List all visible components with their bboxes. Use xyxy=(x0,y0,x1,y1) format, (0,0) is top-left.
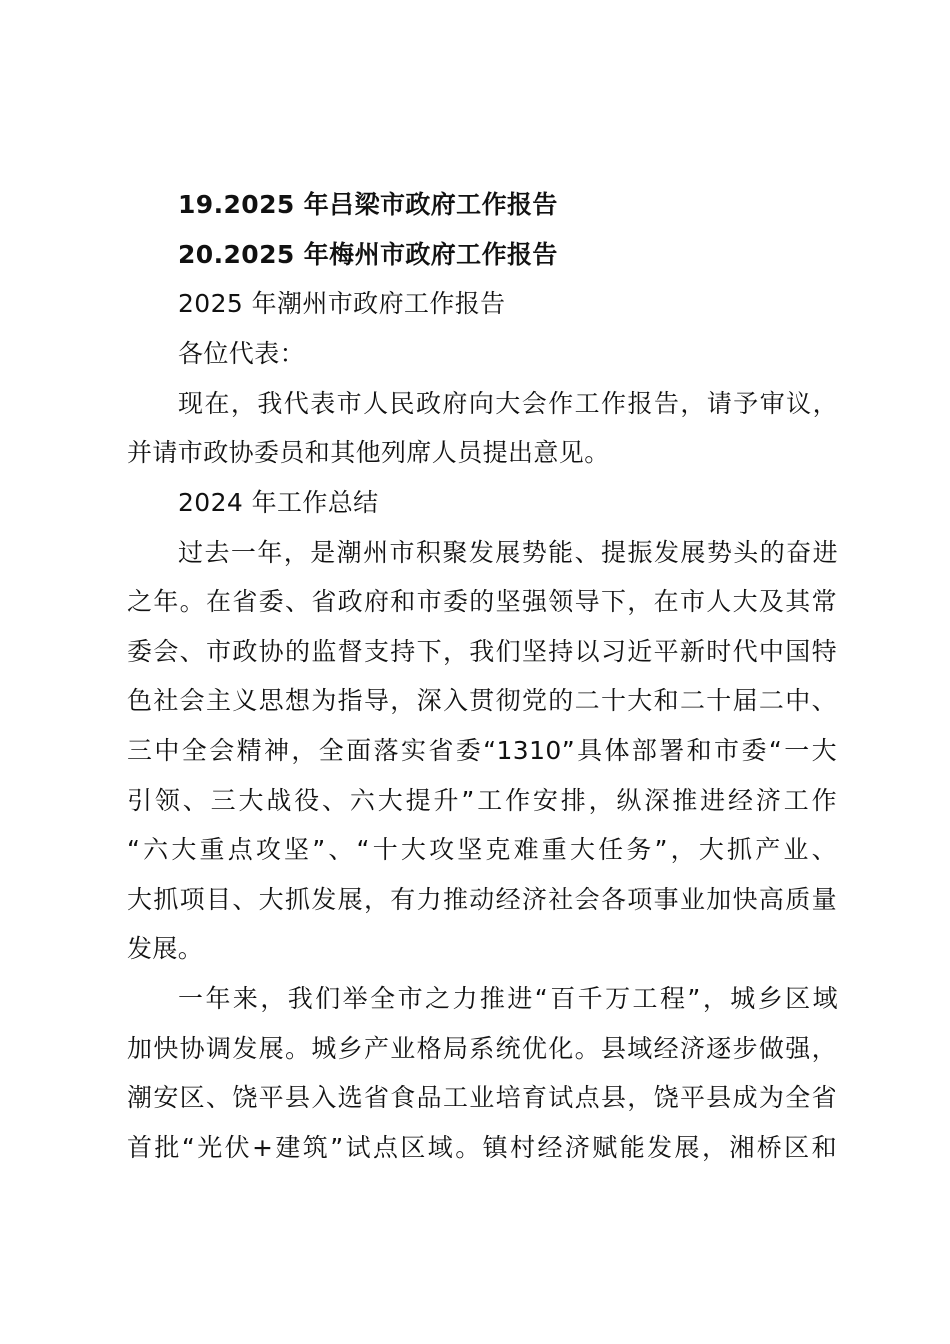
paragraph-line: 三中全会精神，全面落实省委“1310”具体部署和市委“一大 xyxy=(127,736,837,765)
salutation: 各位代表： xyxy=(178,339,306,368)
toc-item-20: 20.2025 年梅州市政府工作报告 xyxy=(178,240,558,269)
section-heading: 2024 年工作总结 xyxy=(178,488,379,517)
paragraph-line: 大抓项目、大抓发展，有力推动经济社会各项事业加快高质量 xyxy=(127,885,837,914)
paragraph-line: “六大重点攻坚”、“十大攻坚克难重大任务”，大抓产业、 xyxy=(127,835,837,864)
paragraph-line: 首批“光伏+建筑”试点区域。镇村经济赋能发展，湘桥区和 xyxy=(127,1133,837,1162)
intro-line: 现在，我代表市人民政府向大会作工作报告，请予审议， xyxy=(178,389,838,418)
intro-line: 并请市政协委员和其他列席人员提出意见。 xyxy=(127,438,610,467)
paragraph-line: 之年。在省委、省政府和市委的坚强领导下，在市人大及其常 xyxy=(127,587,837,616)
paragraph-line: 色社会主义思想为指导，深入贯彻党的二十大和二十届二中、 xyxy=(127,686,837,715)
paragraph-line: 过去一年，是潮州市积聚发展势能、提振发展势头的奋进 xyxy=(178,538,838,567)
toc-item-19: 19.2025 年吕梁市政府工作报告 xyxy=(178,190,558,219)
paragraph-line: 引领、三大战役、六大提升”工作安排，纵深推进经济工作 xyxy=(127,786,837,815)
paragraph-line: 加快协调发展。城乡产业格局系统优化。县域经济逐步做强， xyxy=(127,1034,837,1063)
report-title: 2025 年潮州市政府工作报告 xyxy=(178,289,506,318)
paragraph-line: 发展。 xyxy=(127,934,204,963)
paragraph-line: 委会、市政协的监督支持下，我们坚持以习近平新时代中国特 xyxy=(127,637,837,666)
paragraph-line: 潮安区、饶平县入选省食品工业培育试点县，饶平县成为全省 xyxy=(127,1083,837,1112)
paragraph-line: 一年来，我们举全市之力推进“百千万工程”，城乡区域 xyxy=(178,984,838,1013)
